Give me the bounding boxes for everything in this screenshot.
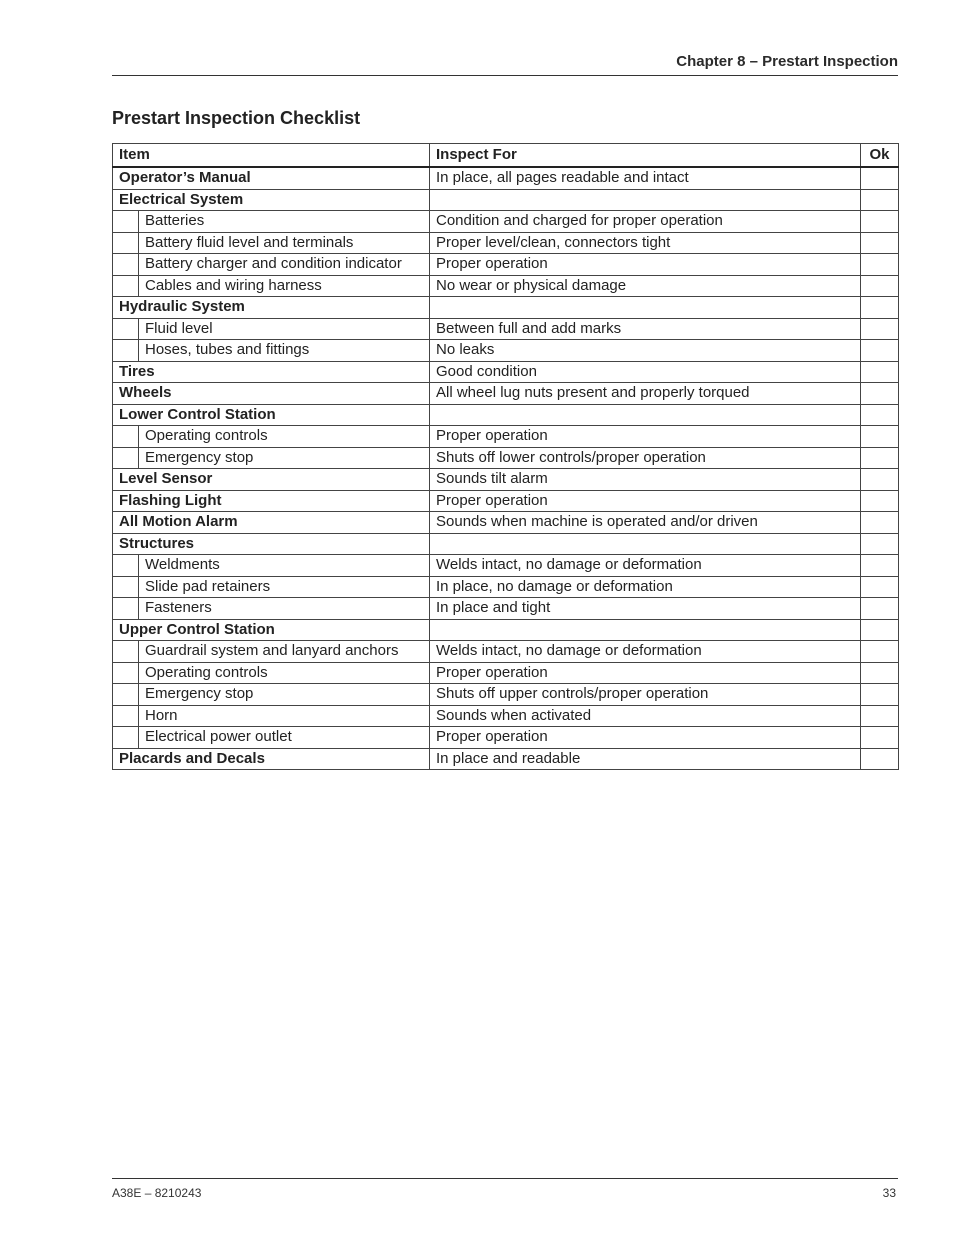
table-header-row: [113, 144, 899, 168]
sub-item-cell: [113, 705, 430, 727]
inspect-for-cell: Shuts off upper controls/proper operation: [430, 684, 861, 706]
category-item-label: Operator’s Manual: [113, 167, 430, 189]
column-header-inspect-for: Inspect For: [430, 144, 861, 168]
document-id: A38E – 8210243: [112, 1186, 202, 1200]
table-row: [113, 662, 899, 684]
inspect-for-cell: In place and tight: [430, 598, 861, 620]
sub-item-label: Operating controls: [138, 426, 429, 447]
sub-item-cell: [113, 340, 430, 362]
category-item-label: Flashing Light: [113, 490, 430, 512]
table-row: [113, 727, 899, 749]
ok-checkbox-cell: [861, 555, 899, 577]
ok-checkbox-cell: [861, 232, 899, 254]
category-item-label: Hydraulic System: [113, 297, 430, 319]
inspect-for-cell: Sounds when activated: [430, 705, 861, 727]
table-row: [113, 705, 899, 727]
table-row: [113, 490, 899, 512]
sub-item-cell: [113, 254, 430, 276]
sub-item-label: Batteries: [138, 211, 429, 232]
table-row: [113, 361, 899, 383]
ok-checkbox-cell: [861, 727, 899, 749]
ok-checkbox-cell: [861, 684, 899, 706]
table-row: [113, 275, 899, 297]
inspect-for-cell: Condition and charged for proper operation: [430, 211, 861, 233]
table-row: [113, 254, 899, 276]
inspect-for-cell: Proper operation: [430, 254, 861, 276]
sub-item-label: Weldments: [138, 555, 429, 576]
inspect-for-cell: In place, no damage or deformation: [430, 576, 861, 598]
table-row: [113, 383, 899, 405]
sub-item-label: Fasteners: [138, 598, 429, 619]
ok-checkbox-cell: [861, 748, 899, 770]
ok-checkbox-cell: [861, 189, 899, 211]
sub-item-cell: [113, 447, 430, 469]
inspect-for-cell: Proper operation: [430, 727, 861, 749]
table-row: [113, 576, 899, 598]
chapter-header: Chapter 8 – Prestart Inspection: [676, 53, 898, 70]
ok-checkbox-cell: [861, 340, 899, 362]
table-row: [113, 211, 899, 233]
category-item-label: Electrical System: [113, 189, 430, 211]
ok-checkbox-cell: [861, 211, 899, 233]
ok-checkbox-cell: [861, 576, 899, 598]
sub-item-label: Slide pad retainers: [138, 577, 429, 598]
header-divider: [112, 75, 898, 76]
sub-item-label: Cables and wiring harness: [138, 276, 429, 297]
inspect-for-cell: [430, 404, 861, 426]
table-row: [113, 189, 899, 211]
sub-item-cell: [113, 275, 430, 297]
table-row: [113, 619, 899, 641]
ok-checkbox-cell: [861, 447, 899, 469]
category-item-label: Tires: [113, 361, 430, 383]
page-number: 33: [882, 1186, 896, 1200]
category-item-label: Upper Control Station: [113, 619, 430, 641]
table-row: [113, 297, 899, 319]
sub-item-cell: [113, 684, 430, 706]
category-item-label: Structures: [113, 533, 430, 555]
column-header-item: Item: [113, 144, 430, 168]
sub-item-label: Guardrail system and lanyard anchors: [138, 641, 429, 662]
page-title: Prestart Inspection Checklist: [112, 108, 361, 128]
inspect-for-cell: Sounds when machine is operated and/or driven: [430, 512, 861, 534]
table-row: [113, 533, 899, 555]
inspect-for-cell: [430, 189, 861, 211]
ok-checkbox-cell: [861, 641, 899, 663]
inspect-for-cell: In place and readable: [430, 748, 861, 770]
sub-item-cell: [113, 426, 430, 448]
inspect-for-cell: Proper operation: [430, 426, 861, 448]
ok-checkbox-cell: [861, 512, 899, 534]
ok-checkbox-cell: [861, 318, 899, 340]
ok-checkbox-cell: [861, 404, 899, 426]
ok-checkbox-cell: [861, 254, 899, 276]
ok-checkbox-cell: [861, 361, 899, 383]
table-row: [113, 340, 899, 362]
inspect-for-cell: Proper operation: [430, 490, 861, 512]
category-item-label: Level Sensor: [113, 469, 430, 491]
sub-item-label: Fluid level: [138, 319, 429, 340]
ok-checkbox-cell: [861, 533, 899, 555]
sub-item-cell: [113, 598, 430, 620]
ok-checkbox-cell: [861, 619, 899, 641]
inspect-for-cell: In place, all pages readable and intact: [430, 167, 861, 189]
table-row: [113, 555, 899, 577]
ok-checkbox-cell: [861, 705, 899, 727]
sub-item-cell: [113, 555, 430, 577]
column-header-ok: Ok: [861, 144, 899, 168]
category-item-label: Placards and Decals: [113, 748, 430, 770]
sub-item-cell: [113, 662, 430, 684]
inspect-for-cell: [430, 619, 861, 641]
inspect-for-cell: Between full and add marks: [430, 318, 861, 340]
inspect-for-cell: Good condition: [430, 361, 861, 383]
inspect-for-cell: Proper operation: [430, 662, 861, 684]
inspect-for-cell: [430, 297, 861, 319]
sub-item-cell: [113, 318, 430, 340]
category-item-label: All Motion Alarm: [113, 512, 430, 534]
sub-item-cell: [113, 211, 430, 233]
inspect-for-cell: Shuts off lower controls/proper operation: [430, 447, 861, 469]
ok-checkbox-cell: [861, 297, 899, 319]
footer-divider: [112, 1178, 898, 1179]
table-row: [113, 512, 899, 534]
table-row: [113, 684, 899, 706]
table-row: [113, 641, 899, 663]
inspect-for-cell: Welds intact, no damage or deformation: [430, 555, 861, 577]
ok-checkbox-cell: [861, 275, 899, 297]
inspection-checklist-table: [112, 143, 899, 770]
ok-checkbox-cell: [861, 167, 899, 189]
sub-item-label: Emergency stop: [138, 684, 429, 705]
category-item-label: Wheels: [113, 383, 430, 405]
ok-checkbox-cell: [861, 426, 899, 448]
sub-item-cell: [113, 727, 430, 749]
inspect-for-cell: [430, 533, 861, 555]
table-body: [113, 167, 899, 770]
sub-item-cell: [113, 641, 430, 663]
sub-item-label: Hoses, tubes and fittings: [138, 340, 429, 361]
ok-checkbox-cell: [861, 598, 899, 620]
sub-item-cell: [113, 576, 430, 598]
sub-item-label: Horn: [138, 706, 429, 727]
ok-checkbox-cell: [861, 469, 899, 491]
inspect-for-cell: Welds intact, no damage or deformation: [430, 641, 861, 663]
table-row: [113, 598, 899, 620]
inspect-for-cell: All wheel lug nuts present and properly torqued: [430, 383, 861, 405]
category-item-label: Lower Control Station: [113, 404, 430, 426]
table-row: [113, 469, 899, 491]
table-row: [113, 232, 899, 254]
table-row: [113, 748, 899, 770]
sub-item-label: Battery fluid level and terminals: [138, 233, 429, 254]
sub-item-label: Operating controls: [138, 663, 429, 684]
table-row: [113, 318, 899, 340]
inspect-for-cell: Proper level/clean, connectors tight: [430, 232, 861, 254]
sub-item-label: Electrical power outlet: [138, 727, 429, 748]
table-row: [113, 404, 899, 426]
table-row: [113, 426, 899, 448]
inspect-for-cell: No wear or physical damage: [430, 275, 861, 297]
table-row: [113, 167, 899, 189]
ok-checkbox-cell: [861, 383, 899, 405]
sub-item-label: Emergency stop: [138, 448, 429, 469]
ok-checkbox-cell: [861, 490, 899, 512]
inspect-for-cell: No leaks: [430, 340, 861, 362]
sub-item-cell: [113, 232, 430, 254]
sub-item-label: Battery charger and condition indicator: [138, 254, 429, 275]
ok-checkbox-cell: [861, 662, 899, 684]
table-row: [113, 447, 899, 469]
inspect-for-cell: Sounds tilt alarm: [430, 469, 861, 491]
